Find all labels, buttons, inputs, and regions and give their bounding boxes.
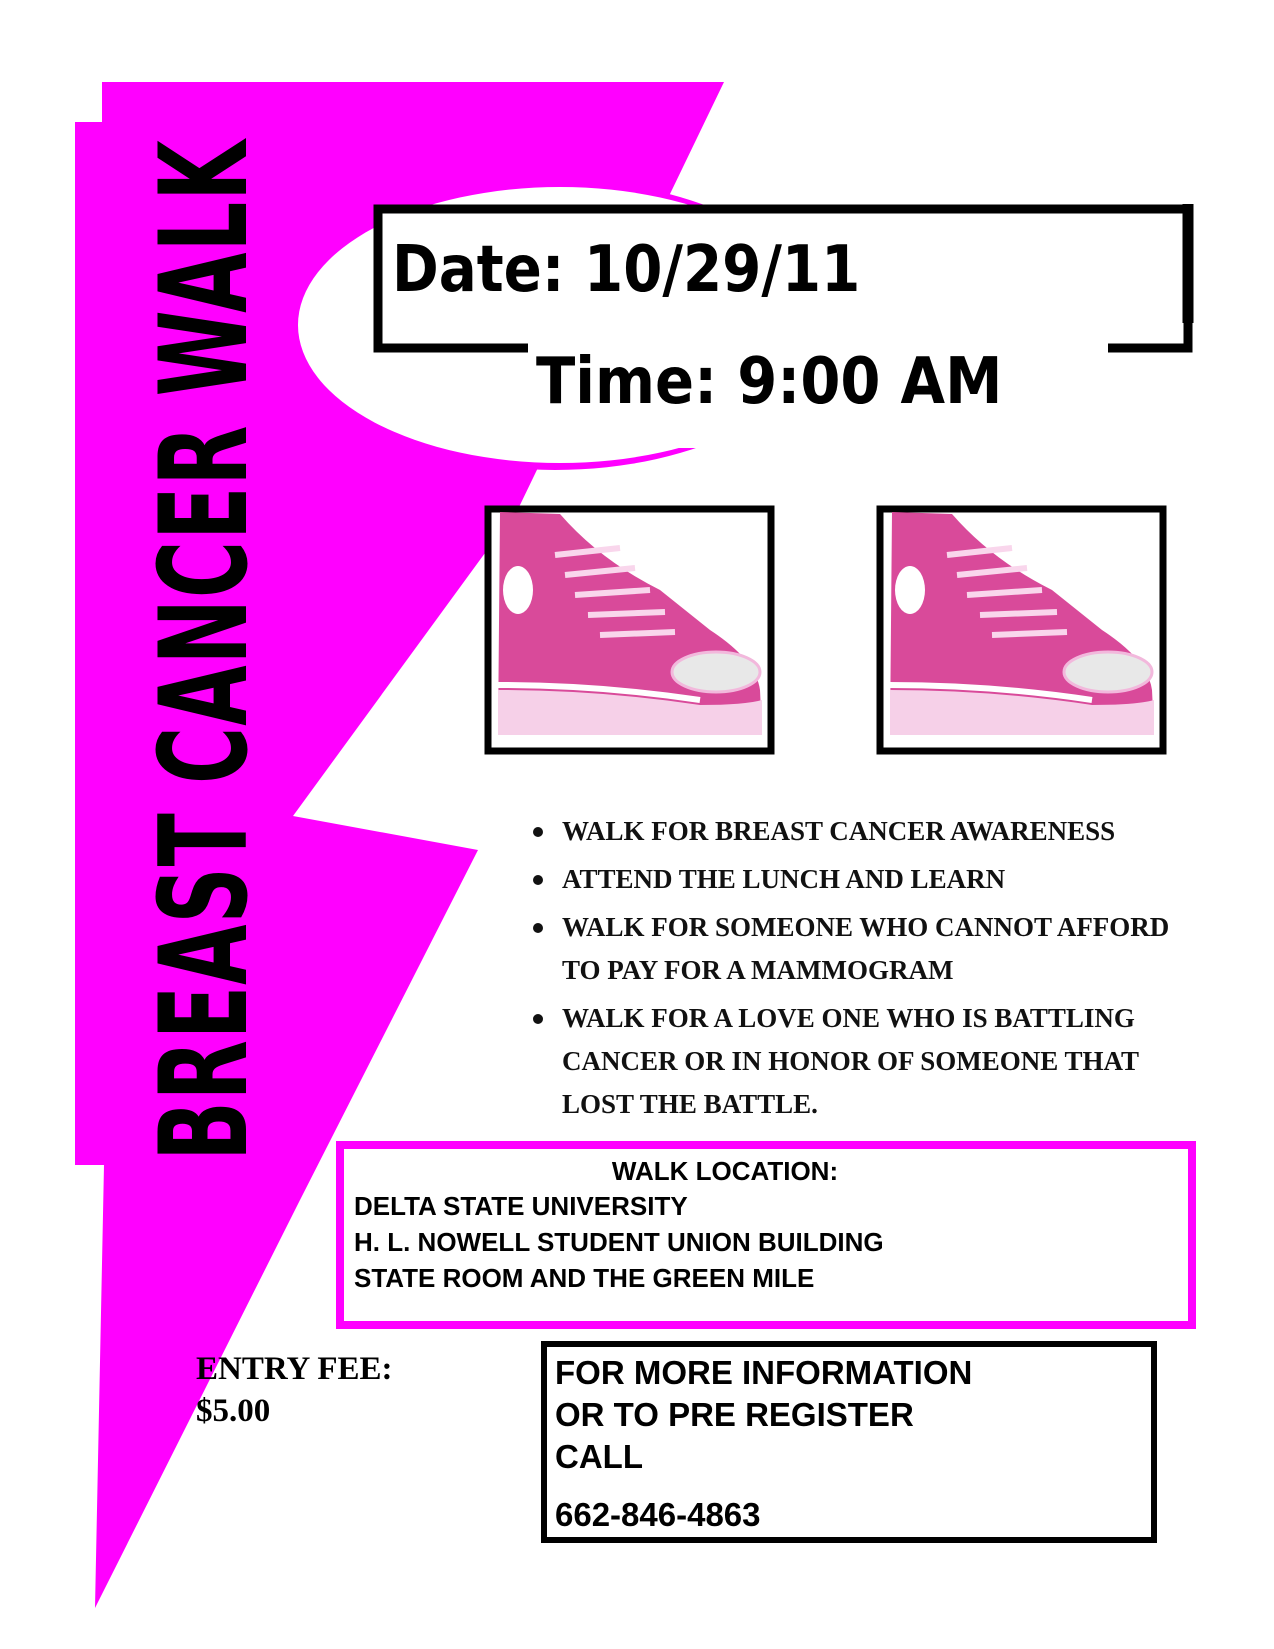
location-line: DELTA STATE UNIVERSITY [354,1191,688,1221]
entry-fee-label: ENTRY FEE: [196,1351,393,1387]
entry-fee [196,1348,393,1432]
sneaker-icon [880,509,1163,751]
info-line: OR TO PRE REGISTER [555,1396,914,1433]
info-line: CALL [555,1438,643,1475]
info-line: FOR MORE INFORMATION [555,1354,973,1391]
event-time: Time: 9:00 AM [536,345,1003,419]
location-line: H. L. NOWELL STUDENT UNION BUILDING [354,1227,884,1257]
contact-info [555,1352,972,1536]
location-heading: WALK LOCATION: [611,1156,839,1186]
reasons-list [533,810,1213,1131]
location-address [354,1188,884,1296]
phone-number: 662-846-4863 [555,1496,761,1533]
list-item: WALK FOR BREAST CANCER AWARENESS [533,810,1213,853]
event-date: Date: 10/29/11 [392,233,861,307]
list-item: ATTEND THE LUNCH AND LEARN [533,858,1213,901]
location-line: STATE ROOM AND THE GREEN MILE [354,1263,815,1293]
entry-fee-amount: $5.00 [196,1393,271,1429]
event-title: BREAST CANCER WALK [135,139,276,1161]
sneaker-icon [488,509,771,751]
list-item: WALK FOR SOMEONE WHO CANNOT AFFORD TO PAY FOR A MAMMOGRAM [533,906,1213,992]
list-item: WALK FOR A LOVE ONE WHO IS BATTLING CANCER OR IN HONOR OF SOMEONE THAT LOST THE BATTLE. [533,997,1213,1126]
